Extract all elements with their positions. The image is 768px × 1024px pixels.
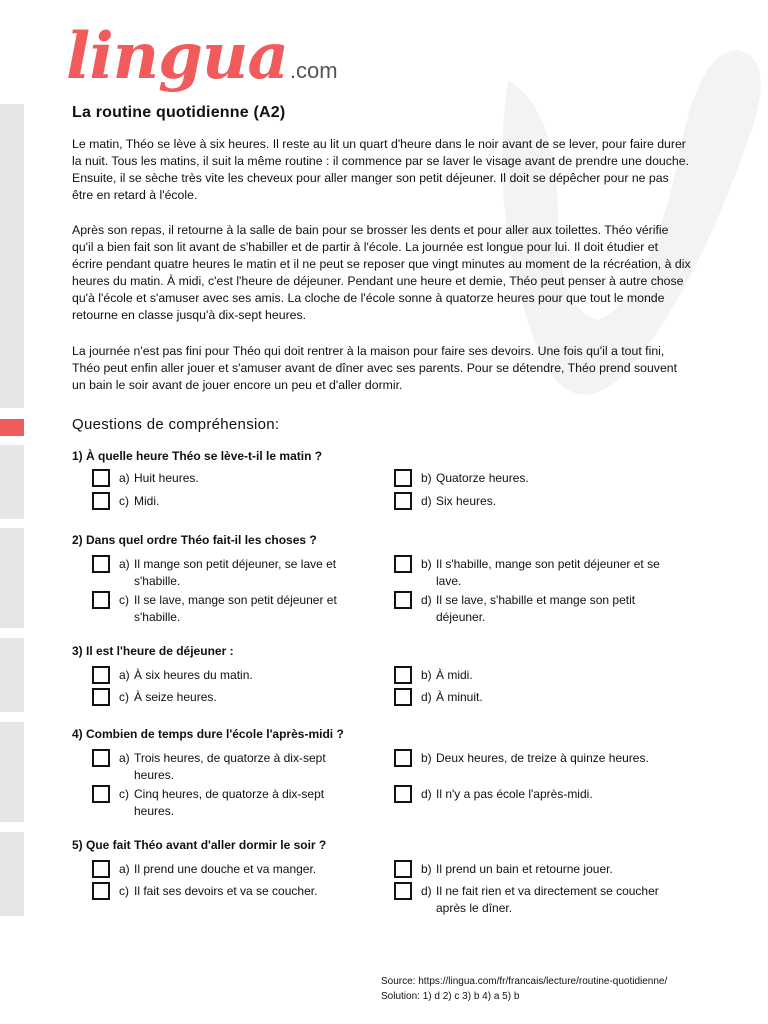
option-letter: a): [119, 862, 130, 876]
option-text: À seize heures.: [134, 690, 217, 704]
sidebar-segment: [0, 638, 24, 712]
option-letter: c): [119, 690, 129, 704]
option-text: Il prend une douche et va manger.: [134, 862, 317, 876]
option-letter: a): [119, 668, 130, 682]
option-letter: d): [421, 787, 432, 801]
option-letter: b): [421, 471, 432, 485]
option-text: Deux heures, de treize à quinze heures.: [436, 751, 649, 765]
option-text: Il mange son petit déjeuner, se lave et s'habille.: [134, 557, 337, 588]
option-text: Huit heures.: [134, 471, 199, 485]
option-text: À six heures du matin.: [134, 668, 253, 682]
question-3: [72, 644, 692, 704]
option-letter: c): [119, 593, 129, 607]
question-4: [72, 727, 692, 818]
checkbox[interactable]: [92, 666, 110, 684]
question-title: 5) Que fait Théo avant d'aller dormir le soir ?: [72, 838, 327, 852]
checkbox[interactable]: [394, 860, 412, 878]
source-link[interactable]: Source: https://lingua.com/fr/francais/lecture/routine-quotidienne/: [381, 976, 668, 987]
option-letter: a): [119, 471, 130, 485]
question-title: 2) Dans quel ordre Théo fait-il les choses ?: [72, 533, 317, 547]
checkbox[interactable]: [92, 688, 110, 706]
logo-word: lingua: [66, 19, 288, 94]
option-text: À midi.: [436, 668, 473, 682]
page-title: La routine quotidienne (A2): [72, 104, 286, 121]
logo-domain: .com: [289, 58, 338, 83]
checkbox[interactable]: [394, 591, 412, 609]
option-text: Il fait ses devoirs et va se coucher.: [134, 884, 318, 898]
option-text: À minuit.: [436, 690, 483, 704]
option-letter: d): [421, 494, 432, 508]
question-title: 1) À quelle heure Théo se lève-t-il le matin ?: [72, 449, 323, 463]
checkbox[interactable]: [92, 785, 110, 803]
option-text: Il prend un bain et retourne jouer.: [436, 862, 613, 876]
option-letter: d): [421, 884, 432, 898]
option-text: Trois heures, de quatorze à dix-sept heures.: [134, 751, 326, 782]
option-letter: b): [421, 668, 432, 682]
checkbox[interactable]: [92, 860, 110, 878]
question-title: 3) Il est l'heure de déjeuner :: [72, 644, 234, 658]
option-letter: b): [421, 862, 432, 876]
option-letter: c): [119, 884, 129, 898]
option-letter: a): [119, 751, 130, 765]
paragraph-1: Le matin, Théo se lève à six heures. Il reste au lit un quart d'heure dans le noir avant de se lever, pour faire durer la nuit. Tous les matins, il suit la même routine : il commence par se laver le visage avant de prendre une douche. Ensuite, il se sèche très vite les cheveux pour aller manger son petit déjeuner. Il doit se dépêcher pour ne pas être en retard à l'école.: [72, 137, 689, 202]
checkbox[interactable]: [92, 591, 110, 609]
option-text: Il n'y a pas école l'après-midi.: [436, 787, 593, 801]
option-text: Quatorze heures.: [436, 471, 529, 485]
option-letter: b): [421, 751, 432, 765]
lingua-logo: [66, 14, 338, 100]
sidebar-segment: [0, 528, 24, 628]
question-5: [72, 838, 692, 915]
option-letter: c): [119, 787, 129, 801]
paragraph-2: Après son repas, il retourne à la salle de bain pour se brosser les dents et pour aller aux toilettes. Théo vérifie qu'il a bien fait son lit avant de s'habiller et de partir à l'école. La journée est longue pour lui. Il doit étudier et écrire pendant quatre heures le matin et il ne peut se reposer que vingt minutes au moment de la récréation, à dix heures du matin. À midi, c'est l'heure de déjeuner. Pendant une heure et demie, Théo peut penser à autre chose qu'à l'école et s'amuser avec ses amis. La cloche de l'école sonne à quatorze heures pour que tout le monde retourne en classe jusqu'à dix-sept heures.: [72, 223, 691, 322]
questions-heading: Questions de compréhension:: [72, 416, 280, 433]
option-text: Midi.: [134, 494, 160, 508]
option-letter: d): [421, 690, 432, 704]
option-text: Il se lave, s'habille et mange son petit déjeuner.: [436, 593, 636, 624]
checkbox[interactable]: [394, 469, 412, 487]
sidebar-segment: [0, 832, 24, 916]
option-text: Il s'habille, mange son petit déjeuner et se lave.: [436, 557, 660, 588]
option-text: Il se lave, mange son petit déjeuner et s'habille.: [134, 593, 337, 624]
question-2: [72, 533, 692, 624]
option-letter: a): [119, 557, 130, 571]
sidebar-segment: [0, 445, 24, 519]
footer: [381, 974, 667, 1004]
paragraph-3: La journée n'est pas fini pour Théo qui doit rentrer à la maison pour faire ses devoirs. Une fois qu'il a tout fini, Théo peut enfin aller jouer et s'amuser avant de dîner avec ses parents. Pour se détendre, Théo prend souvent un bain le soir avant de jouer encore un peu et d'aller dormir.: [72, 344, 678, 392]
question-title: 4) Combien de temps dure l'école l'après-midi ?: [72, 727, 344, 741]
checkbox[interactable]: [394, 882, 412, 900]
checkbox[interactable]: [394, 555, 412, 573]
option-letter: b): [421, 557, 432, 571]
sidebar-accent: [0, 419, 24, 436]
checkbox[interactable]: [92, 749, 110, 767]
option-letter: c): [119, 494, 129, 508]
checkbox[interactable]: [92, 469, 110, 487]
checkbox[interactable]: [92, 882, 110, 900]
sidebar-segment: [0, 722, 24, 822]
checkbox[interactable]: [394, 688, 412, 706]
option-text: Il ne fait rien et va directement se coucher après le dîner.: [436, 884, 659, 915]
question-1: [72, 449, 692, 508]
option-text: Cinq heures, de quatorze à dix-sept heures.: [134, 787, 325, 818]
checkbox[interactable]: [92, 555, 110, 573]
checkbox[interactable]: [394, 666, 412, 684]
checkbox[interactable]: [394, 785, 412, 803]
checkbox[interactable]: [394, 492, 412, 510]
option-letter: d): [421, 593, 432, 607]
checkbox[interactable]: [92, 492, 110, 510]
checkbox[interactable]: [394, 749, 412, 767]
sidebar-segment: [0, 104, 24, 408]
solution-text: Solution: 1) d 2) c 3) b 4) a 5) b: [381, 991, 520, 1002]
option-text: Six heures.: [436, 494, 497, 508]
